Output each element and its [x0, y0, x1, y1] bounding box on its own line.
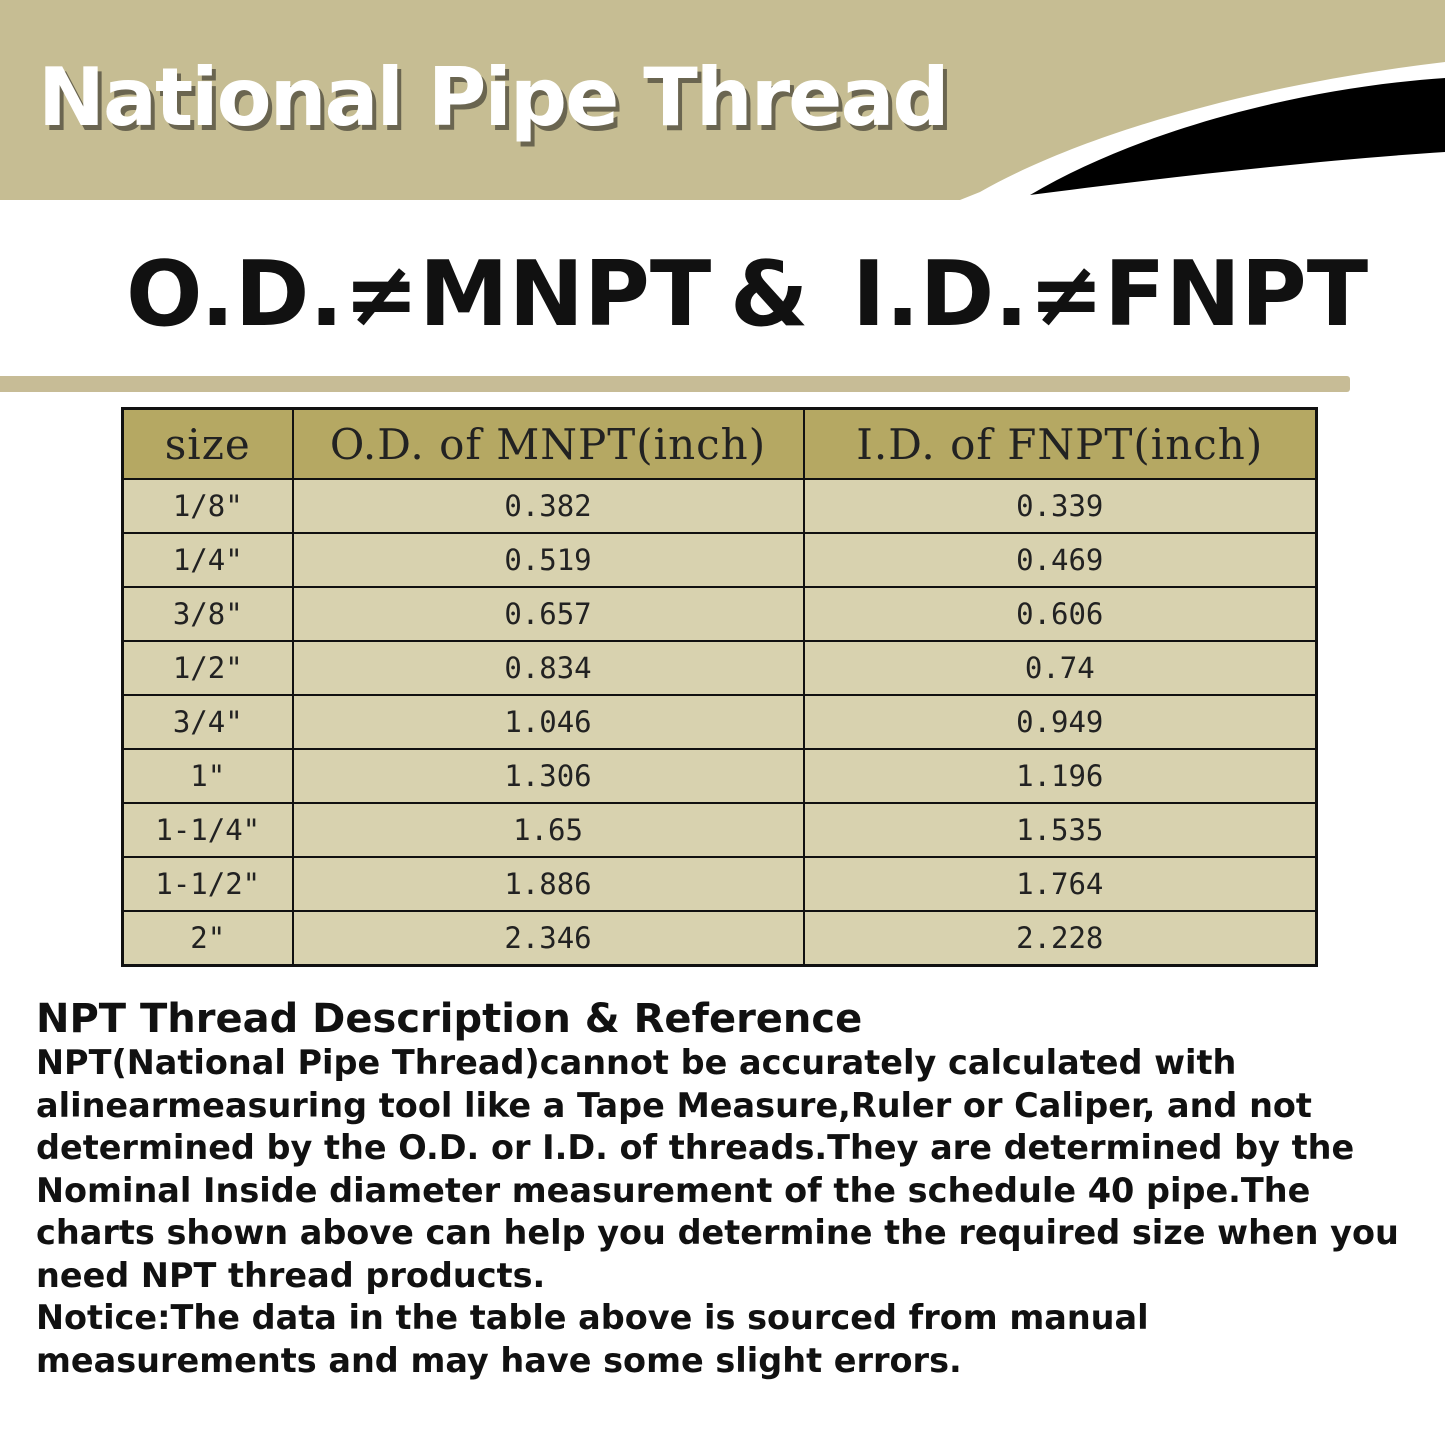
cell-od: 0.657 [293, 587, 804, 641]
table-row [123, 911, 1317, 966]
cell-size: 2" [123, 911, 293, 966]
cell-id: 2.228 [804, 911, 1317, 966]
description-line: alinearmeasuring tool like a Tape Measure,Ruler or Caliper, and not [36, 1085, 1312, 1125]
cell-size: 3/8" [123, 587, 293, 641]
description-body [36, 1042, 1426, 1382]
notice-line: measurements and may have some slight errors. [36, 1340, 962, 1380]
header-size: size [123, 409, 293, 480]
cell-size: 1" [123, 749, 293, 803]
cell-id: 0.606 [804, 587, 1317, 641]
cell-size: 1/4" [123, 533, 293, 587]
headline-ampersand: & [730, 242, 809, 347]
header-banner [0, 0, 1445, 200]
headline-id-fnpt: I.D.≠FNPT [852, 242, 1369, 347]
table-row [123, 587, 1317, 641]
cell-id: 0.74 [804, 641, 1317, 695]
table-row [123, 479, 1317, 533]
cell-size: 1/2" [123, 641, 293, 695]
description-line: Nominal Inside diameter measurement of the schedule 40 pipe.The [36, 1170, 1311, 1210]
cell-od: 0.519 [293, 533, 804, 587]
description-line: determined by the O.D. or I.D. of threads.They are determined by the [36, 1128, 1355, 1167]
table-row [123, 749, 1317, 803]
table-row [123, 857, 1317, 911]
cell-od: 1.306 [293, 749, 804, 803]
table-row [123, 533, 1317, 587]
cell-id: 0.469 [804, 533, 1317, 587]
table-row [123, 641, 1317, 695]
table-row [123, 695, 1317, 749]
description-line: NPT(National Pipe Thread)cannot be accurately calculated with [36, 1043, 1237, 1082]
headline-od-mnpt: O.D.≠MNPT [126, 242, 712, 347]
description-line: need NPT thread products. [36, 1255, 546, 1295]
cell-od: 1.046 [293, 695, 804, 749]
table-row [123, 803, 1317, 857]
cell-od: 1.886 [293, 857, 804, 911]
cell-od: 0.834 [293, 641, 804, 695]
npt-size-table [121, 407, 1315, 967]
cell-od: 1.65 [293, 803, 804, 857]
cell-id: 1.535 [804, 803, 1317, 857]
cell-id: 0.339 [804, 479, 1317, 533]
cell-size: 1/8" [123, 479, 293, 533]
cell-size: 3/4" [123, 695, 293, 749]
header-od-mnpt: O.D. of MNPT(inch) [293, 409, 804, 480]
table-header-row [123, 409, 1317, 480]
page-title: National Pipe Thread [38, 51, 948, 144]
cell-od: 0.382 [293, 479, 804, 533]
section-divider [0, 376, 1350, 392]
headline [0, 242, 1445, 350]
cell-id: 1.196 [804, 749, 1317, 803]
cell-id: 0.949 [804, 695, 1317, 749]
notice-line: Notice:The data in the table above is sourced from manual [36, 1298, 1149, 1337]
description-section [36, 996, 1426, 1382]
description-line: charts shown above can help you determine the required size when you [36, 1213, 1399, 1252]
size-table [121, 407, 1318, 967]
cell-id: 1.764 [804, 857, 1317, 911]
cell-size: 1-1/2" [123, 857, 293, 911]
cell-od: 2.346 [293, 911, 804, 966]
cell-size: 1-1/4" [123, 803, 293, 857]
header-id-fnpt: I.D. of FNPT(inch) [804, 409, 1317, 480]
description-title: NPT Thread Description & Reference [36, 996, 863, 1042]
